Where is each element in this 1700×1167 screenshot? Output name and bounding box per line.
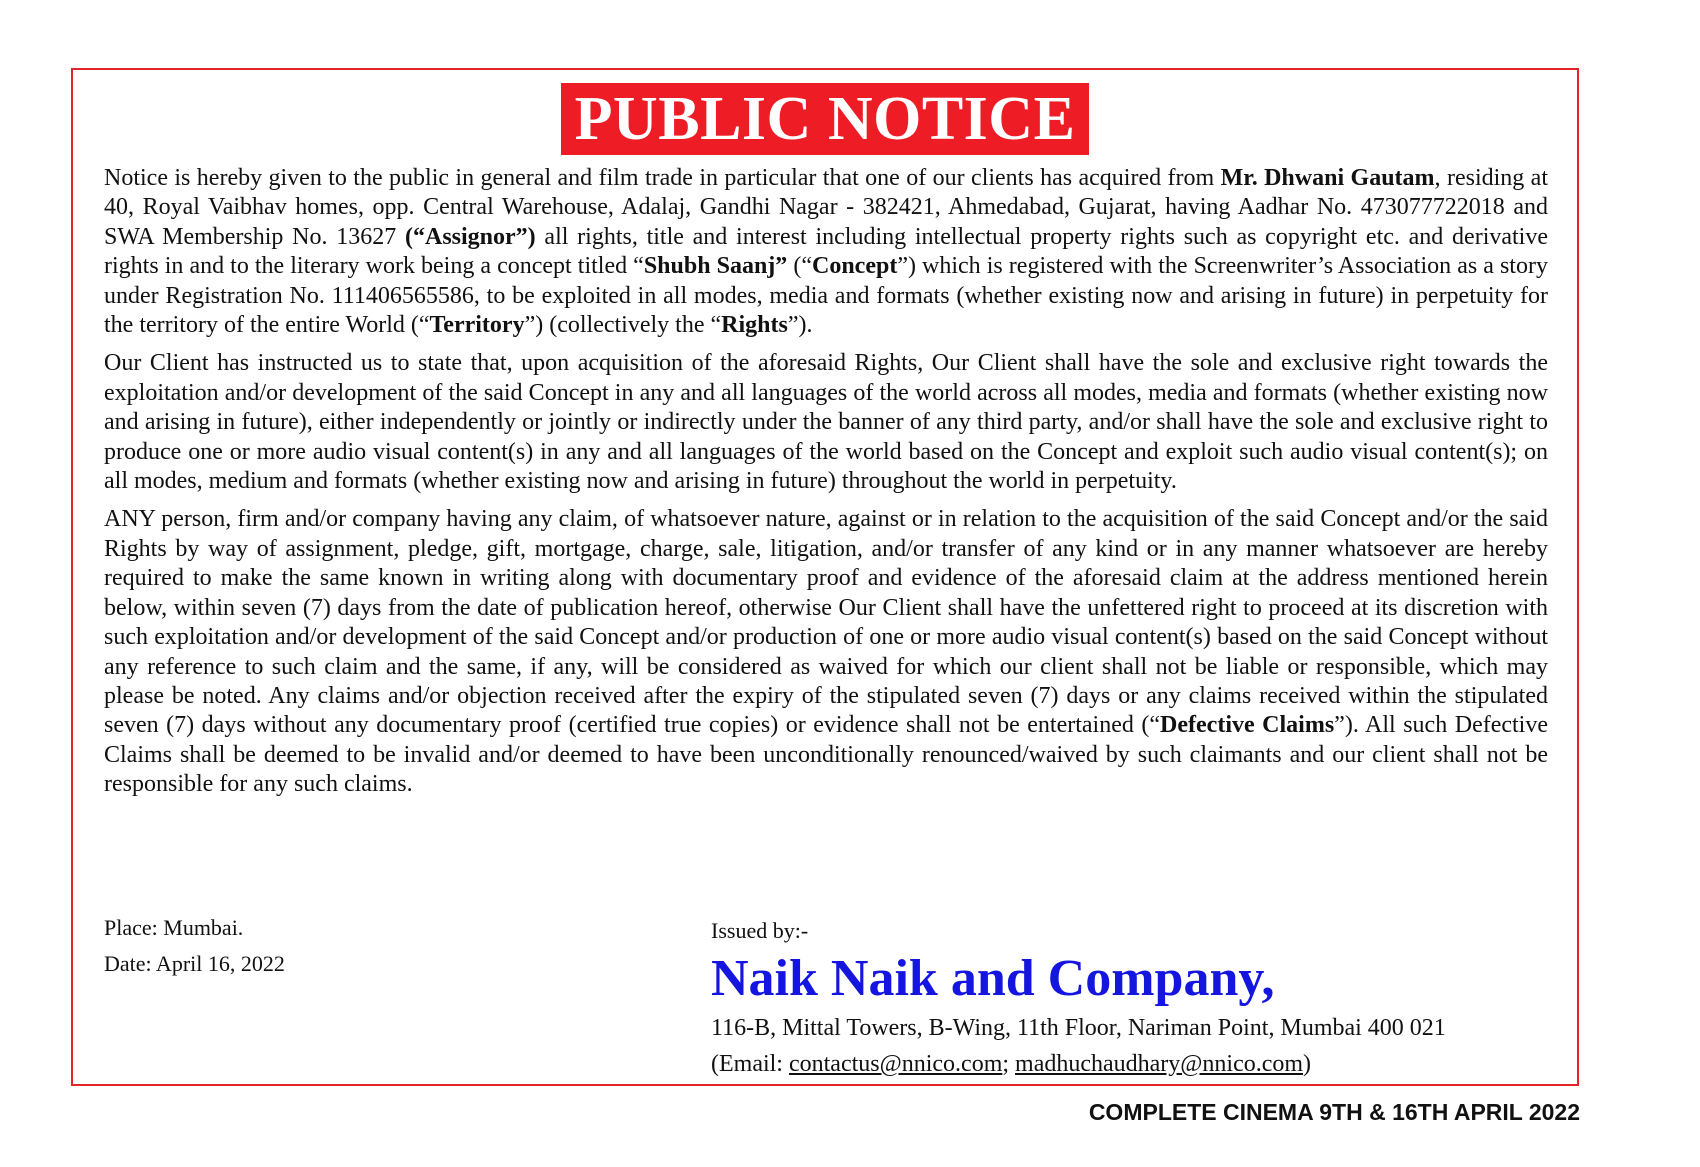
- paragraph-1: [104, 164, 1548, 340]
- email-separator: ;: [1002, 1051, 1016, 1077]
- rights-term: Rights: [721, 312, 788, 339]
- concept-title: Shubh Saanj”: [643, 253, 788, 280]
- email-link-contactus[interactable]: contactus@nnico.com: [788, 1051, 1003, 1077]
- text-run: ”).: [787, 312, 813, 339]
- text-run: ANY person, firm and/or company having any claim, of whatsoever nature, against or in relation to the acquisition of the said Concept and/or the said Rights by way of assignment, pledge, gift, mortgage, charge, sale, litigation, and/or transfer of any kind or in any manner whatsoever are hereby required to make the same known in writing along with documentary proof and evidence of the aforesaid claim at the address mentioned herein below, within seven (7) days from the date of publication hereof, otherwise Our Client shall have the unfettered right to proceed at its discretion with such exploitation and/or development of the said Concept and/or production of one or more audio visual content(s) based on the said Concept without any reference to such claim and the same, if any, will be considered as waived for which our client shall not be liable or responsible, which may please be noted. Any claims and/or objection received after the expiry of the stipulated seven (7) days or any claims received within the stipulated seven (7) days without any documentary proof (certified true copies) or evidence shall not be entertained (“: [104, 506, 1548, 739]
- assignor-term: (“Assignor”): [405, 223, 536, 250]
- text-run: ”) (collectively the “: [524, 312, 722, 339]
- issuer-block: [711, 916, 1446, 1080]
- text-run: ”) which is registered with the Screenwriter’s Association as a story under Registration No. 111406565586, to be exploited in all modes, media and formats (whether existing now and arising in future) in perpetuity for the territory of the entire World (“: [104, 253, 1548, 339]
- assignor-name: Mr. Dhwani Gautam: [1220, 165, 1435, 191]
- territory-term: Territory: [429, 312, 525, 339]
- text-run: Notice is hereby given to the public in general and film trade in particular that one of our clients has acquired from: [104, 165, 1221, 191]
- paragraph-3: [104, 505, 1548, 799]
- notice-frame: [71, 68, 1579, 1086]
- email-link-madhu[interactable]: madhuchaudhary@nnico.com: [1015, 1051, 1304, 1077]
- paragraph-2: Our Client has instructed us to state that, upon acquisition of the aforesaid Rights, Our Client shall have the sole and exclusive right towards the exploitation and/or development of the said Concept in any and all languages of the world across all modes, media and formats (whether existing now and arising in future), either independently or jointly or indirectly under the banner of any third party, and/or shall have the sole and exclusive right to produce one or more audio visual content(s) in any and all languages of the world based on the Concept and exploit such audio visual content(s); on all modes, medium and formats (whether existing now and arising in future) throughout the world in perpetuity.: [104, 350, 1548, 495]
- title-wrap: [73, 83, 1577, 155]
- text-run: ”). All such Defective Claims shall be deemed to be invalid and/or deemed to have been unconditionally renounced/waived by such claimants and our client shall not be responsible for any such claims.: [104, 712, 1549, 798]
- email-prefix: (Email:: [711, 1051, 789, 1077]
- notice-body: [104, 164, 1548, 809]
- text-run: all rights, title and interest including intellectual property rights such as copyright etc. and derivative rights in and to the literary work being a concept titled “: [104, 223, 1548, 280]
- place-date-block: [104, 910, 285, 982]
- company-address: 116-B, Mittal Towers, B-Wing, 11th Floor, Nariman Point, Mumbai 400 021: [711, 1015, 1446, 1041]
- date-line: Date: April 16, 2022: [104, 951, 285, 976]
- defective-claims-term: Defective Claims: [1160, 712, 1335, 739]
- concept-term: Concept: [812, 253, 898, 280]
- company-name: Naik Naik and Company,: [711, 950, 1275, 1007]
- page-title: PUBLIC NOTICE: [561, 83, 1090, 155]
- place-line: Place: Mumbai.: [104, 915, 244, 940]
- email-line: [711, 1048, 1446, 1080]
- text-run: , residing at 40, Royal Vaibhav homes, opp. Central Warehouse, Adalaj, Gandhi Nagar - 382421, Ahmedabad, Gujarat, having Aadhar No. 473077722018 and SWA Membership No. 13627: [104, 165, 1549, 250]
- email-suffix: ): [1303, 1051, 1312, 1077]
- publication-footer: COMPLETE CINEMA 9TH & 16TH APRIL 2022: [1088, 1099, 1580, 1125]
- text-run: (“: [787, 253, 812, 280]
- issued-by-label: Issued by:-: [711, 918, 809, 943]
